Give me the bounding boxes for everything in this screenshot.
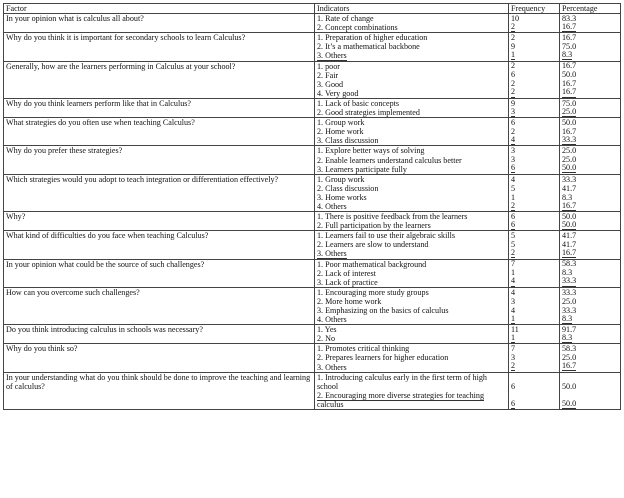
indicator-text: 1. Group work [317, 174, 365, 184]
percentage-value: 8.3 [562, 50, 573, 60]
header-percentage: Percentage [560, 4, 621, 14]
frequency-cell [509, 259, 560, 287]
indicator-text: 1. There is positive feedback from the learners [317, 212, 468, 222]
percentage-cell [560, 174, 621, 211]
percentage-cell [560, 14, 621, 33]
indicator-text: 3. Home works [317, 192, 367, 202]
percentage-value: 41.7 [562, 240, 577, 250]
table-row [4, 231, 621, 259]
percentage-value: 50.0 [562, 163, 577, 173]
frequency-value: 6 [511, 211, 516, 221]
indicators-cell [315, 61, 509, 98]
table-row [4, 146, 621, 174]
indicator-text: 2. Fair [317, 70, 339, 80]
indicator-text: 2. Class discussion [317, 183, 379, 193]
percentage-value: 16.7 [562, 361, 577, 371]
indicators-cell [315, 212, 509, 231]
indicator-text: 2. Lack of interest [317, 268, 376, 278]
percentage-value: 50.0 [562, 398, 577, 408]
table-header [4, 4, 621, 14]
frequency-cell [509, 146, 560, 174]
frequency-value: 1 [511, 313, 516, 323]
percentage-cell [560, 61, 621, 98]
percentage-cell [560, 146, 621, 174]
indicator-text: 1. Explore better ways of solving [317, 146, 425, 156]
percentage-value: 91.7 [562, 325, 577, 335]
indicator-text: 3. Emphasizing on the basics of calculus [317, 306, 449, 315]
percentage-value: 16.7 [562, 200, 577, 210]
indicators-cell [315, 98, 509, 117]
table-row [4, 118, 621, 146]
indicator-text: 2. Concept combinations [317, 23, 398, 33]
indicators-cell [315, 33, 509, 61]
frequency-value: 4 [511, 135, 516, 145]
percentage-value: 58.3 [562, 259, 577, 269]
table-row [4, 61, 621, 98]
percentage-cell [560, 98, 621, 117]
frequency-value: 6 [511, 381, 516, 391]
percentage-value: 25.0 [562, 155, 577, 165]
frequency-value: 4 [511, 287, 516, 297]
percentage-value: 50.0 [562, 219, 577, 229]
percentage-cell [560, 33, 621, 61]
indicator-text: 1. Poor mathematical background [317, 259, 427, 269]
table-row [4, 325, 621, 344]
indicator-text: 2. Learners are slow to understand [317, 240, 429, 250]
frequency-cell [509, 287, 560, 324]
percentage-value: 25.0 [562, 296, 577, 306]
indicator-text: 3. Others [317, 249, 347, 259]
frequency-value: 3 [511, 146, 516, 156]
indicator-text: 4. Others [317, 201, 347, 211]
table-row [4, 14, 621, 33]
frequency-cell [509, 61, 560, 98]
percentage-value: 16.7 [562, 33, 577, 43]
frequency-value: 9 [511, 42, 516, 52]
percentage-value: 33.3 [562, 276, 577, 286]
table-row [4, 372, 621, 409]
percentage-value: 33.3 [562, 305, 577, 315]
indicators-cell [315, 344, 509, 372]
frequency-value: 4 [511, 305, 516, 315]
table-row [4, 344, 621, 372]
percentage-value: 16.7 [562, 79, 577, 89]
table-row [4, 174, 621, 211]
factor-cell: Why do you think so? [4, 344, 315, 372]
header-indicators: Indicators [315, 4, 509, 14]
indicator-text: 2. Enable learners understand calculus better [317, 155, 462, 165]
frequency-cell [509, 325, 560, 344]
frequency-value: 9 [511, 98, 516, 108]
factor-cell: Why? [4, 212, 315, 231]
percentage-value: 8.3 [562, 192, 573, 202]
factor-cell: In your opinion what could be the source of such challenges? [4, 259, 315, 287]
indicators-cell [315, 14, 509, 33]
percentage-value: 50.0 [562, 381, 577, 391]
table-row [4, 287, 621, 324]
indicators-cell [315, 231, 509, 259]
percentage-cell [560, 287, 621, 324]
indicator-text: 1. Introducing calculus early in the first term of high school [317, 372, 487, 391]
indicator-text: 3. Class discussion [317, 136, 379, 146]
frequency-cell [509, 344, 560, 372]
indicator-text: 3. Others [317, 51, 347, 61]
percentage-value: 16.7 [562, 22, 577, 31]
indicator-text: 2. Full participation by the learners [317, 221, 431, 231]
percentage-value: 75.0 [562, 42, 577, 52]
frequency-value: 1 [511, 192, 516, 202]
frequency-value: 5 [511, 240, 516, 250]
frequency-value: 1 [511, 268, 516, 278]
percentage-value: 50.0 [562, 211, 577, 221]
indicator-text: 4. Others [317, 315, 347, 325]
percentage-value: 16.7 [562, 127, 577, 137]
indicator-text: 1. Group work [317, 118, 365, 128]
frequency-value: 1 [511, 333, 516, 343]
frequency-value: 3 [511, 106, 516, 116]
frequency-value: 2 [511, 33, 516, 43]
frequency-value: 11 [511, 325, 519, 335]
frequency-cell [509, 372, 560, 409]
indicator-text: 2. No [317, 334, 335, 344]
percentage-value: 25.0 [562, 146, 577, 156]
percentage-value: 16.7 [562, 248, 577, 258]
frequency-value: 2 [511, 87, 516, 97]
factor-cell: Why do you think learners perform like that in Calculus? [4, 98, 315, 117]
factor-cell: Why do you think it is important for secondary schools to learn Calculus? [4, 33, 315, 61]
indicators-cell [315, 118, 509, 146]
table-body [4, 14, 621, 410]
indicator-text: 3. Others [317, 362, 347, 372]
frequency-value: 4 [511, 276, 516, 286]
indicators-cell [315, 259, 509, 287]
percentage-value: 50.0 [562, 70, 577, 80]
indicator-text: 1. Yes [317, 325, 337, 335]
frequency-value: 3 [511, 296, 516, 306]
frequency-value: 6 [511, 398, 516, 408]
frequency-value: 2 [511, 79, 516, 89]
frequency-value: 10 [511, 14, 520, 23]
percentage-value: 16.7 [562, 61, 577, 71]
table-row [4, 98, 621, 117]
percentage-value: 8.3 [562, 268, 573, 278]
percentage-value: 83.3 [562, 14, 577, 23]
indicator-text: 1. Preparation of higher education [317, 33, 428, 43]
percentage-value: 41.7 [562, 231, 577, 241]
table-row [4, 212, 621, 231]
indicator-text: 2. More home work [317, 296, 382, 306]
indicator-text: 3. Lack of practice [317, 277, 378, 287]
frequency-value: 3 [511, 353, 516, 363]
percentage-cell [560, 259, 621, 287]
frequency-value: 3 [511, 155, 516, 165]
frequency-value: 2 [511, 248, 516, 258]
frequency-value: 6 [511, 163, 516, 173]
percentage-cell [560, 344, 621, 372]
indicator-text: 1. Promotes critical thinking [317, 344, 410, 354]
frequency-cell [509, 98, 560, 117]
percentage-cell [560, 231, 621, 259]
indicator-text: 1. Lack of basic concepts [317, 98, 400, 108]
percentage-value: 33.3 [562, 174, 577, 184]
table-row [4, 33, 621, 61]
frequency-value: 7 [511, 259, 516, 269]
percentage-cell [560, 372, 621, 409]
frequency-value: 1 [511, 50, 516, 60]
frequency-value: 6 [511, 70, 516, 80]
frequency-cell [509, 212, 560, 231]
percentage-value: 25.0 [562, 106, 577, 116]
percentage-value: 8.3 [562, 333, 573, 343]
percentage-value: 8.3 [562, 313, 573, 323]
frequency-cell [509, 33, 560, 61]
frequency-value: 6 [511, 118, 516, 128]
factor-cell: In your understanding what do you think should be done to improve the teaching and learning of calculus? [4, 372, 315, 409]
indicators-cell [315, 372, 509, 409]
percentage-value: 16.7 [562, 87, 577, 97]
percentage-value: 50.0 [562, 118, 577, 128]
indicator-text: 1. Learners fail to use their algebraic skills [317, 231, 455, 241]
frequency-value: 2 [511, 127, 516, 137]
frequency-value: 6 [511, 219, 516, 229]
header-row [4, 4, 621, 14]
indicator-text: 2. It’s a mathematical backbone [317, 42, 420, 52]
percentage-value: 41.7 [562, 183, 577, 193]
header-frequency: Frequency [509, 4, 560, 14]
table-row [4, 259, 621, 287]
frequency-value: 5 [511, 231, 516, 241]
frequency-value: 2 [511, 361, 516, 371]
frequency-value: 2 [511, 200, 516, 210]
percentage-value: 33.3 [562, 135, 577, 145]
indicator-text: 1. poor [317, 61, 340, 71]
percentage-value: 25.0 [562, 353, 577, 363]
factor-cell: Why do you prefer these strategies? [4, 146, 315, 174]
frequency-cell [509, 231, 560, 259]
indicator-text: 2. Home work [317, 127, 364, 137]
indicator-text: 2. Good strategies implemented [317, 108, 420, 118]
factor-cell: In your opinion what is calculus all about? [4, 14, 315, 33]
frequency-value: 2 [511, 22, 516, 31]
frequency-value: 4 [511, 174, 516, 184]
percentage-value: 75.0 [562, 98, 577, 108]
factor-cell: What kind of difficulties do you face when teaching Calculus? [4, 231, 315, 259]
indicator-text: 3. Good [317, 79, 344, 89]
indicators-cell [315, 287, 509, 324]
indicator-text: 3. Learners participate fully [317, 164, 407, 174]
header-factor: Factor [4, 4, 315, 14]
factor-cell: How can you overcome such challenges? [4, 287, 315, 324]
indicator-text: 4. Very good [317, 88, 359, 98]
survey-results-table [3, 3, 621, 410]
frequency-cell [509, 174, 560, 211]
indicator-text: 1. Encouraging more study groups [317, 287, 429, 297]
indicator-text: 2. Prepares learners for higher education [317, 353, 449, 363]
percentage-value: 33.3 [562, 287, 577, 297]
factor-cell: Generally, how are the learners performing in Calculus at your school? [4, 61, 315, 98]
frequency-value: 7 [511, 344, 516, 354]
frequency-cell [509, 14, 560, 33]
indicators-cell [315, 174, 509, 211]
indicators-cell [315, 146, 509, 174]
percentage-cell [560, 212, 621, 231]
percentage-cell [560, 118, 621, 146]
indicators-cell [315, 325, 509, 344]
factor-cell: Which strategies would you adopt to teach integration or differentiation effectively? [4, 174, 315, 211]
frequency-value: 5 [511, 183, 516, 193]
frequency-cell [509, 118, 560, 146]
indicator-text: 2. Encouraging more diverse strategies for teaching calculus [317, 390, 484, 409]
frequency-value: 2 [511, 61, 516, 71]
indicator-text: 1. Rate of change [317, 14, 374, 24]
factor-cell: What strategies do you often use when teaching Calculus? [4, 118, 315, 146]
factor-cell: Do you think introducing calculus in schools was necessary? [4, 325, 315, 344]
percentage-cell [560, 325, 621, 344]
percentage-value: 58.3 [562, 344, 577, 354]
